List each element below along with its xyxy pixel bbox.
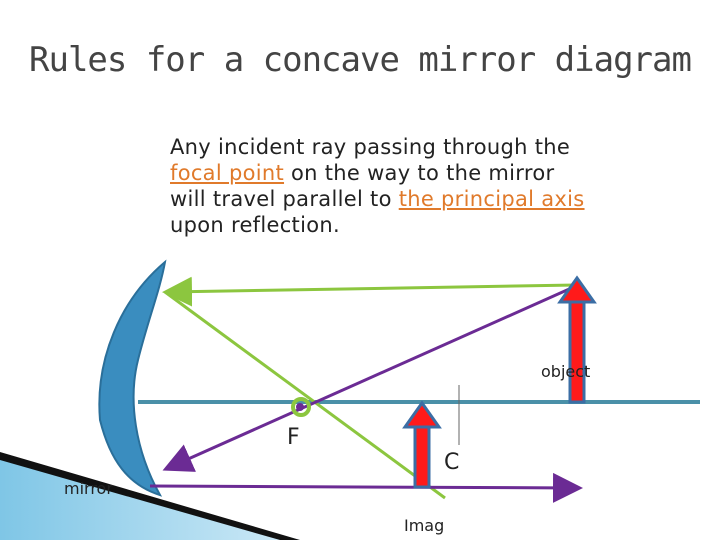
- green-reflected-ray: [168, 285, 576, 292]
- rule-text-part2: on the way to the mirror will travel parallel to: [170, 161, 555, 211]
- object-label: object: [541, 362, 591, 381]
- object-arrow: [560, 278, 594, 402]
- slide-title: Rules for a concave mirror diagram: [29, 40, 691, 80]
- mirror-label: mirror: [64, 479, 113, 498]
- image-label: Imag: [404, 516, 445, 535]
- image-arrow: [405, 403, 439, 487]
- focal-point-dot: [296, 403, 304, 411]
- rule-text-part3: upon reflection.: [170, 213, 340, 237]
- rule-text: [170, 134, 590, 238]
- focal-point-link[interactable]: focal point: [170, 161, 285, 185]
- rule-text-part1: Any incident ray passing through the: [170, 135, 571, 159]
- center-label: C: [444, 450, 460, 475]
- concave-mirror: [99, 262, 165, 495]
- purple-ray-parallel: [150, 486, 577, 488]
- purple-ray-reflected: [168, 286, 576, 468]
- green-incident-ray: [165, 292, 445, 498]
- focal-label: F: [287, 425, 300, 450]
- principal-axis-link[interactable]: the principal axis: [398, 187, 585, 211]
